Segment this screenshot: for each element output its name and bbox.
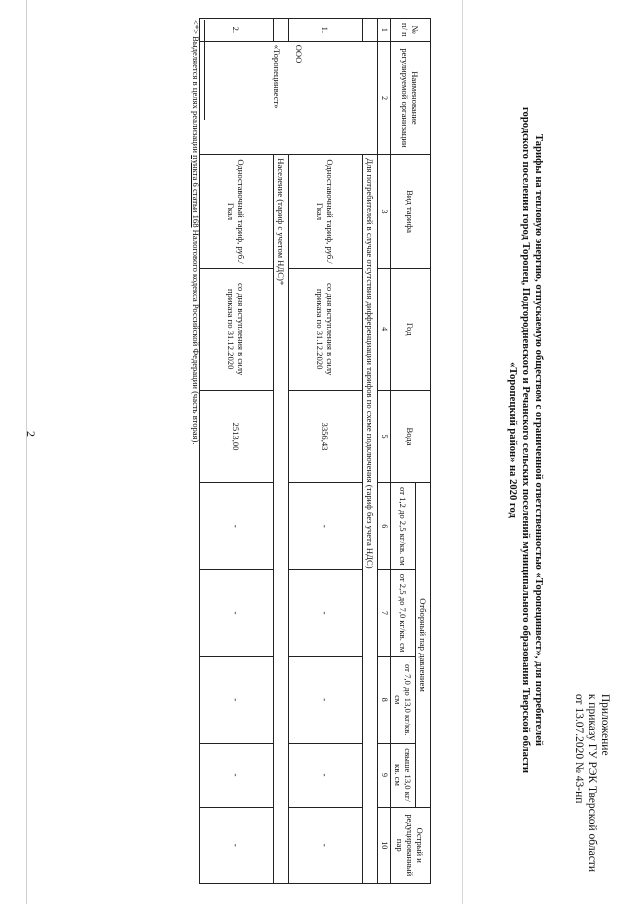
- section-label: Население (тариф с учетом НДС)*: [274, 155, 289, 884]
- header-year: Год: [391, 268, 431, 390]
- footnote-divider: [204, 20, 205, 120]
- tariff-type-cell: Одноставочный тариф, руб./Гкал: [289, 155, 363, 269]
- footnote-text: <*> Выделяется в целях реализации: [191, 20, 201, 156]
- column-number: 9: [378, 743, 391, 807]
- steam-4-cell: -: [200, 743, 274, 807]
- sharp-steam-cell: -: [200, 807, 274, 883]
- header-num: № п/ п: [391, 19, 431, 42]
- tariff-table: [199, 18, 431, 884]
- steam-2-cell: -: [200, 570, 274, 657]
- header-water: Вода: [391, 390, 431, 483]
- header-tariff-type: Вид тарифа: [391, 155, 431, 269]
- org-name-line: «Торопецинвест»: [272, 44, 283, 109]
- year-cell: со дня вступления в силу приказа по 31.12.2020: [200, 268, 274, 390]
- org-name-line: ООО: [294, 44, 305, 64]
- row-num-blank: [274, 19, 289, 42]
- document-title: [506, 70, 545, 810]
- header-org: Наименование регулируемой организации: [391, 41, 431, 155]
- column-number: 1: [378, 19, 391, 42]
- column-number: 7: [378, 570, 391, 657]
- row-num: 2.: [200, 19, 274, 42]
- year-cell: со дня вступления в силу приказа по 31.12.2020: [289, 268, 363, 390]
- header-row: [416, 19, 431, 884]
- header-steam-3: от 7,0 до 13,0 кг/кв. см: [391, 656, 416, 743]
- footnote-link[interactable]: пункта 6 статьи 168: [191, 155, 201, 228]
- column-number: 3: [378, 155, 391, 269]
- header-steam-2: от 2,5 до 7,0 кг/кв. см: [391, 570, 416, 657]
- header-steam-1: от 1,2 до 2,5 кг/кв. см: [391, 483, 416, 570]
- column-number: 4: [378, 268, 391, 390]
- footnote: [190, 20, 201, 445]
- appendix-block: [572, 694, 611, 872]
- steam-4-cell: -: [289, 743, 363, 807]
- rotated-document: [15, 10, 615, 894]
- appendix-line: к приказу ГУ РЭК Тверской области: [586, 693, 598, 872]
- section-row: [363, 19, 378, 884]
- title-line: Тарифы на тепловую энергию, отпускаемую обществом с ограниченной ответственностью «Торопецинвест», для потребителей: [533, 133, 544, 747]
- header-steam-4: свыше 13,0 кг/кв. см: [391, 743, 416, 807]
- column-number: 6: [378, 483, 391, 570]
- section-label: Для потребителей в случае отсутствия дифференциации тарифов по схеме подключения (тариф без учета НДС): [363, 155, 378, 884]
- page-number: 2: [24, 431, 38, 437]
- sharp-steam-cell: -: [289, 807, 363, 883]
- water-cell: 2513,00: [200, 390, 274, 483]
- appendix-line: от 13.07.2020 № 43-нп: [573, 693, 585, 804]
- steam-1-cell: -: [289, 483, 363, 570]
- header-steam-group: Отборный пар давлением: [416, 483, 431, 807]
- water-cell: 3356,43: [289, 390, 363, 483]
- column-number: 8: [378, 656, 391, 743]
- row-num: 1.: [289, 19, 363, 42]
- column-number: 5: [378, 390, 391, 483]
- org-cell: [200, 41, 378, 155]
- column-number: 2: [378, 41, 391, 155]
- title-line: городского поселения город Торопец, Подгородневского и Речанского сельских поселений муниципального образования Тверской области: [520, 107, 531, 773]
- title-line: «Торопецкий район» на 2020 год: [507, 362, 518, 518]
- column-number-row: [378, 19, 391, 884]
- appendix-line: Приложение: [599, 693, 611, 756]
- row-num-blank: [363, 19, 378, 42]
- header-sharp-steam: Острый и редуцированный пар: [391, 807, 431, 883]
- tariff-type-cell: Одноставочный тариф, руб./Гкал: [200, 155, 274, 269]
- column-number: 10: [378, 807, 391, 883]
- steam-3-cell: -: [200, 656, 274, 743]
- footnote-text: Налогового кодекса Российской Федерации (часть вторая).: [191, 227, 201, 445]
- steam-1-cell: -: [200, 483, 274, 570]
- steam-3-cell: -: [289, 656, 363, 743]
- steam-2-cell: -: [289, 570, 363, 657]
